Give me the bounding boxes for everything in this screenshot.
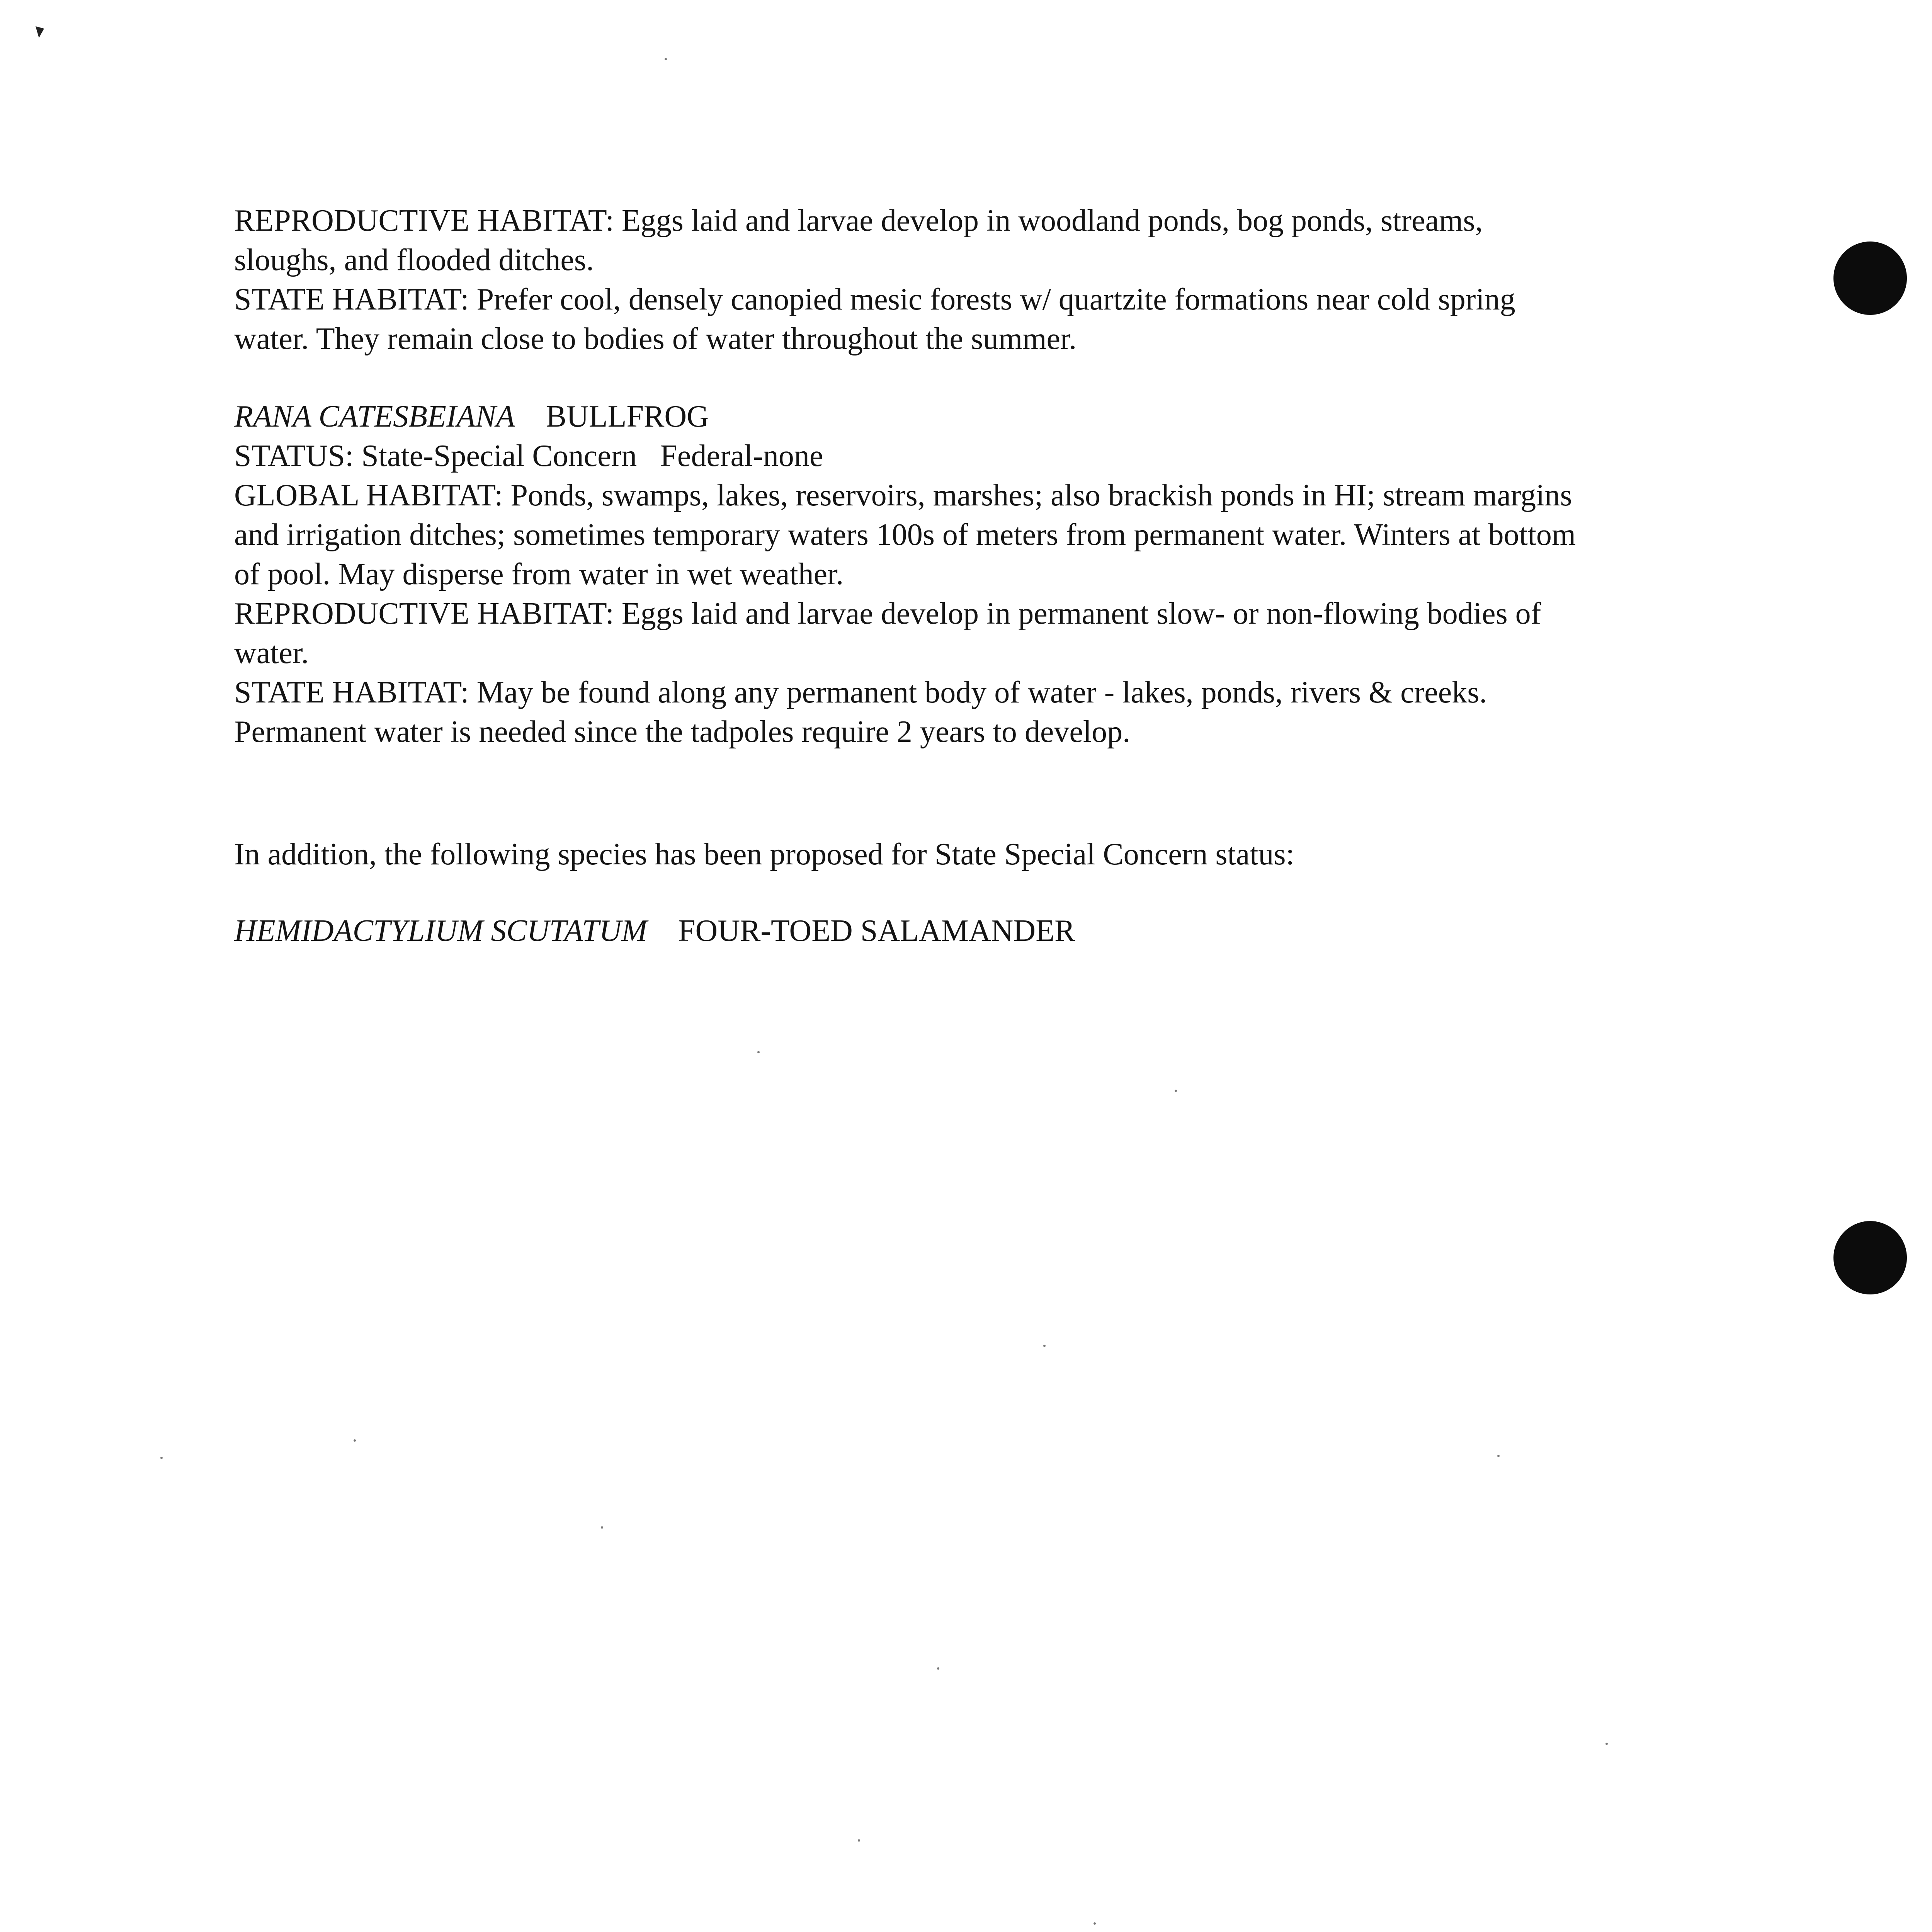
punch-hole [1833, 242, 1907, 315]
common-name: FOUR-TOED SALAMANDER [678, 914, 1075, 948]
scientific-name: RANA CATESBEIANA [234, 400, 515, 434]
bullfrog-section [234, 397, 1757, 752]
global-habitat-line-3: of pool. May disperse from water in wet weather. [234, 557, 844, 591]
scan-speck [1605, 1743, 1608, 1745]
scan-speck [601, 1526, 603, 1529]
scan-speck [1175, 1090, 1177, 1092]
scan-speck [1043, 1345, 1046, 1347]
scan-speck [665, 58, 667, 60]
scan-speck [1094, 1922, 1096, 1925]
reproductive-habitat-line-2: sloughs, and flooded ditches. [234, 243, 594, 277]
scan-speck [160, 1457, 163, 1459]
scan-speck [354, 1439, 356, 1442]
reproductive-habitat-line-1: REPRODUCTIVE HABITAT: Eggs laid and larvae develop in permanent slow- or non-flowing bodies of [234, 597, 1541, 631]
global-habitat-line-2: and irrigation ditches; sometimes temporary waters 100s of meters from permanent water. Winters at bottom [234, 518, 1576, 552]
reproductive-habitat-line-2: water. [234, 636, 309, 670]
status-label: STATUS: [234, 439, 354, 473]
scan-speck [1497, 1455, 1500, 1457]
punch-hole [1833, 1221, 1907, 1294]
state-habitat-line-1: STATE HABITAT: Prefer cool, densely canopied mesic forests w/ quartzite formations near cold spring [234, 282, 1515, 316]
scientific-name: HEMIDACTYLIUM SCUTATUM [234, 914, 647, 948]
proposed-species-heading [234, 911, 1757, 951]
global-habitat-line-1: GLOBAL HABITAT: Ponds, swamps, lakes, reservoirs, marshes; also brackish ponds in HI; stream margins [234, 478, 1572, 512]
common-name: BULLFROG [546, 400, 709, 434]
federal-status: Federal-none [660, 439, 823, 473]
state-habitat-line-2: water. They remain close to bodies of water throughout the summer. [234, 322, 1077, 356]
proposal-section [234, 835, 1757, 874]
species-continued-section [234, 201, 1757, 359]
scan-speck [757, 1051, 760, 1053]
proposed-species [234, 911, 1757, 951]
scan-mark [36, 26, 44, 38]
status-line [234, 436, 1757, 476]
reproductive-habitat-line-1: REPRODUCTIVE HABITAT: Eggs laid and larvae develop in woodland ponds, bog ponds, streams, [234, 204, 1483, 238]
species-heading [234, 397, 1757, 436]
scan-speck [937, 1667, 939, 1670]
state-status: State-Special Concern [361, 439, 637, 473]
proposal-intro: In addition, the following species has been proposed for State Special Concern status: [234, 837, 1294, 871]
scan-speck [858, 1839, 860, 1842]
state-habitat-line-1: STATE HABITAT: May be found along any permanent body of water - lakes, ponds, rivers & creeks. [234, 675, 1487, 709]
state-habitat-line-2: Permanent water is needed since the tadpoles require 2 years to develop. [234, 715, 1131, 749]
